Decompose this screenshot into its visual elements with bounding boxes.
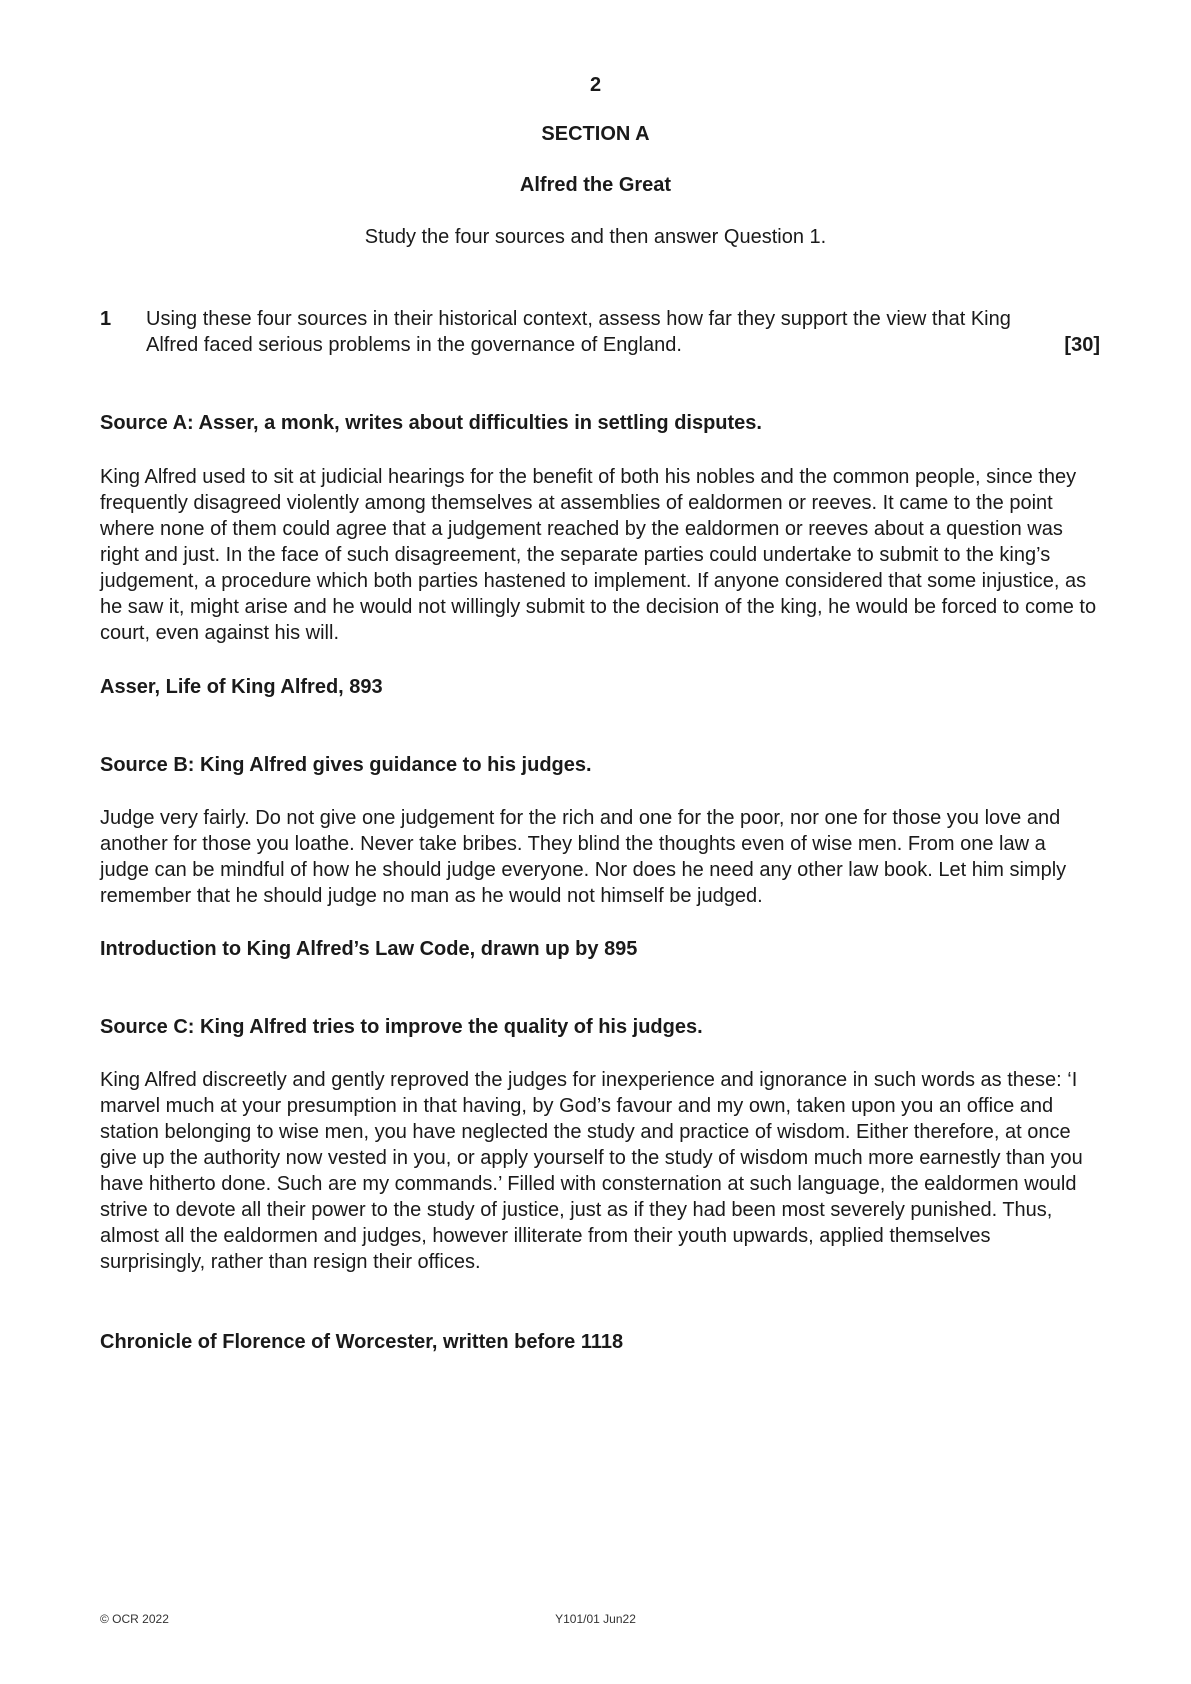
topic-title: Alfred the Great: [519, 174, 672, 196]
source-c-citation: Chronicle of Florence of Worcester, written before 1118: [100, 1331, 624, 1353]
source-c-heading: Source C: King Alfred tries to improve the quality of his judges.: [100, 1016, 703, 1038]
source-c-text: King Alfred discreetly and gently reproved the judges for inexperience and ignorance in such words as these: ‘I marvel much at your presumption in that having, by God’s favour and my own, taken upon you an office and station belonging to wise men, you have neglected the study and practice of wisdom. Either therefore, at once give up the authority now vested in you, or apply yourself to the study of wisdom much more earnestly than you have hitherto done. Such are my commands.’ Filled with consternation at such language, the ealdormen would strive to devote all their power to the study of justice, just as if they had been most severely punished. Thus, almost all the ealdormen and judges, however illiterate from their youth upwards, applied themselves surprisingly, rather than resign their offices.: [100, 1069, 1083, 1273]
section-title: SECTION A: [541, 123, 650, 145]
question-number: 1: [100, 308, 112, 330]
instruction: Study the four sources and then answer Question 1.: [364, 226, 827, 248]
question-marks: [30]: [1064, 334, 1100, 356]
source-a-text: King Alfred used to sit at judicial hearings for the benefit of both his nobles and the common people, since they frequently disagreed violently among themselves at assemblies of ealdormen or reeves. It came to the point where none of them could agree that a judgement reached by the ealdormen or reeves about a question was right and just. In the face of such disagreement, the separate parties could undertake to submit to the king’s judgement, a procedure which both parties hastened to implement. If anyone considered that some injustice, as he saw it, might arise and he would not willingly submit to the decision of the king, he would be forced to come to court, even against his will.: [100, 466, 1097, 644]
source-b-heading: Source B: King Alfred gives guidance to his judges.: [100, 754, 592, 776]
question-text: Using these four sources in their historical context, assess how far they support the view that King Alfred faced serious problems in the governance of England.: [146, 308, 1011, 356]
source-b-citation: Introduction to King Alfred’s Law Code, drawn up by 895: [100, 938, 638, 960]
footer-copyright: © OCR 2022: [100, 1612, 169, 1626]
source-a-heading: Source A: Asser, a monk, writes about difficulties in settling disputes.: [100, 412, 762, 434]
source-b-text: Judge very fairly. Do not give one judgement for the rich and one for the poor, nor one for those you love and another for those you loathe. Never take bribes. They blind the thoughts even of wise men. From one law a judge can be mindful of how he should judge everyone. Nor does he need any other law book. Let him simply remember that he should judge no man as he would not himself be judged.: [100, 807, 1067, 907]
page-number: 2: [589, 74, 602, 96]
source-a-citation: Asser, Life of King Alfred, 893: [100, 676, 383, 698]
footer-code: Y101/01 Jun22: [555, 1612, 636, 1626]
